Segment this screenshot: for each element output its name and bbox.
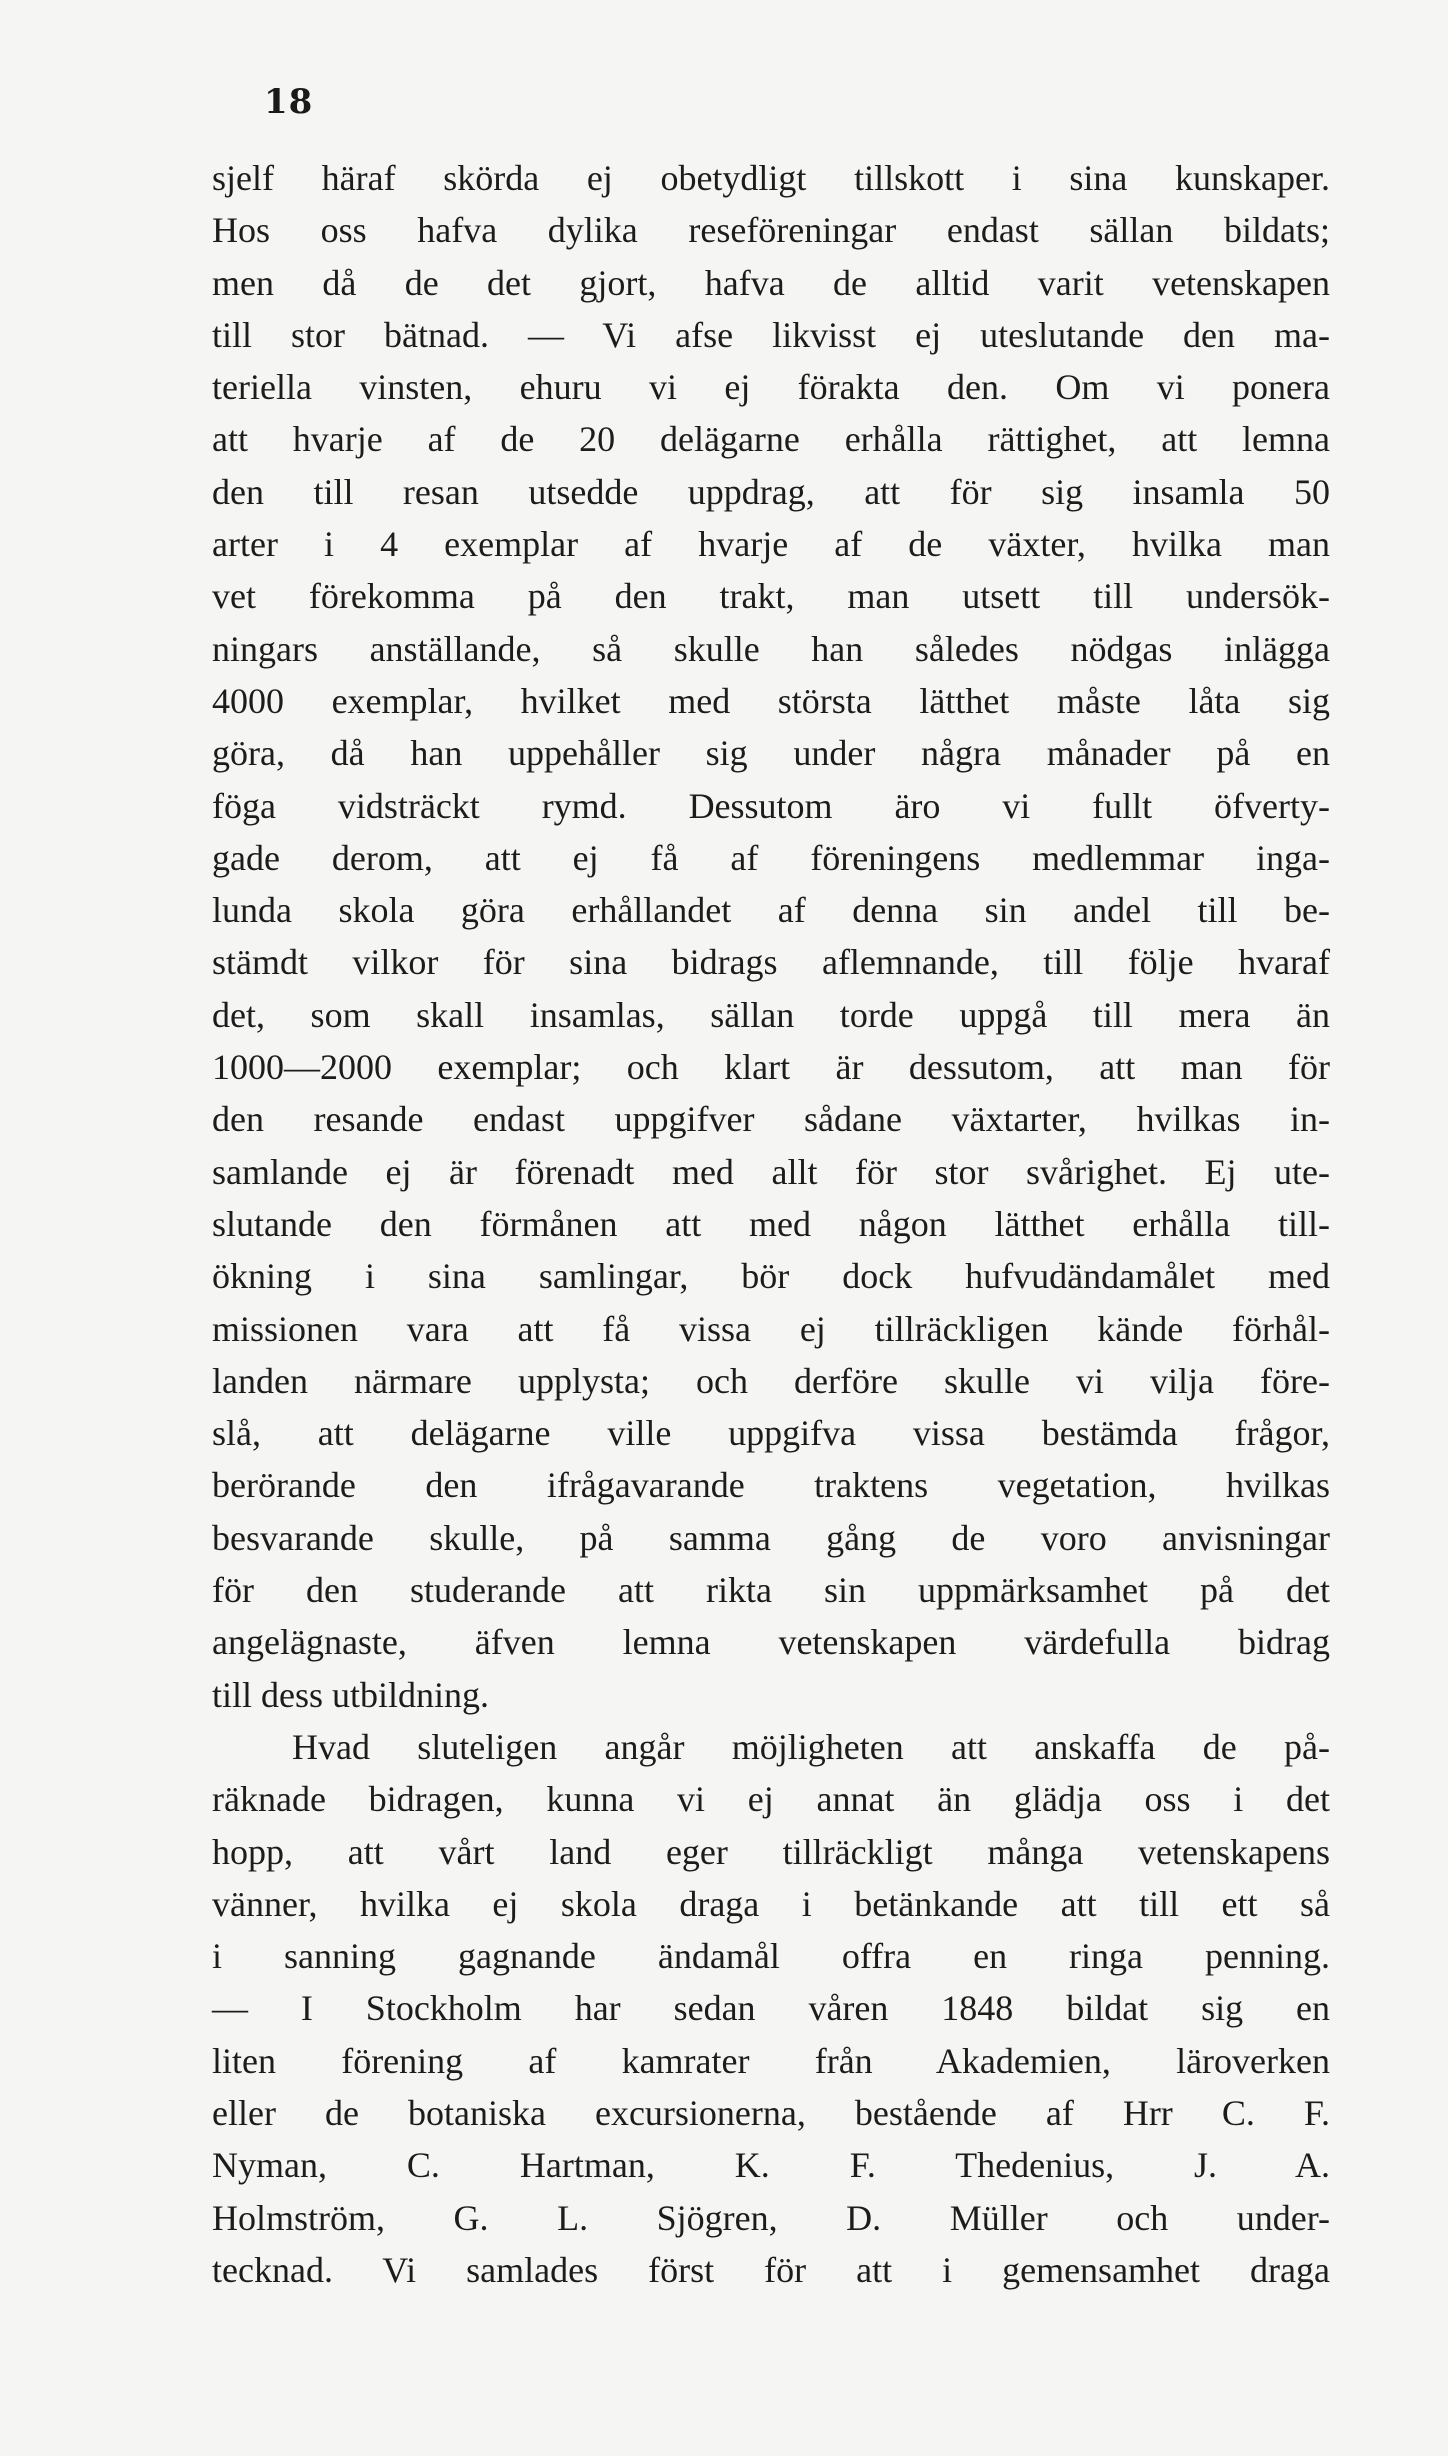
text-line: det, som skall insamlas, sällan torde uppgå till mera än [212,994,1330,1035]
text-line: gade derom, att ej få af föreningens medlemmar inga- [212,837,1330,878]
text-line: angelägnaste, äfven lemna vetenskapen värdefulla bidrag [212,1622,1330,1663]
text-line: samlande ej är förenadt med allt för stor svårighet. Ej ute- [212,1151,1330,1192]
text-line: 1000—2000 exemplar; och klart är dessutom, att man för [212,1047,1330,1088]
page-number: 18 [264,82,314,122]
paragraph-end-line: till dess utbildning. [212,1674,490,1715]
text-line: lunda skola göra erhållandet af denna sin andel till be- [212,890,1330,931]
text-line: liten förening af kamrater från Akademien, läroverken [212,2040,1330,2081]
text-line: att hvarje af de 20 delägarne erhålla rättighet, att lemna [212,419,1330,460]
text-line: berörande den ifrågavarande traktens vegetation, hvilkas [212,1465,1330,1506]
text-line: i sanning gagnande ändamål offra en ringa penning. [212,1936,1330,1977]
text-line: besvarande skulle, på samma gång de voro anvisningar [212,1517,1330,1558]
text-line: Nyman, C. Hartman, K. F. Thedenius, J. A. [212,2145,1330,2186]
text-line: — I Stockholm har sedan våren 1848 bildat sig en [212,1988,1330,2029]
text-line: Hos oss hafva dylika reseföreningar endast sällan bildats; [212,210,1330,251]
body-text [212,152,1330,2296]
text-line: hopp, att vårt land eger tillräckligt många vetenskapens [212,1831,1330,1872]
text-line: göra, då han uppehåller sig under några månader på en [212,733,1330,774]
text-line: för den studerande att rikta sin uppmärksamhet på det [212,1570,1330,1611]
text-line: missionen vara att få vissa ej tillräckligen kände förhål- [212,1308,1330,1349]
text-line: den resande endast uppgifver sådane växtarter, hvilkas in- [212,1099,1330,1140]
text-line: slutande den förmånen att med någon lätthet erhålla till- [212,1203,1330,1244]
paragraph-start-line: Hvad sluteligen angår möjligheten att anskaffa de på- [292,1726,1330,1767]
text-line: sjelf häraf skörda ej obetydligt tillskott i sina kunskaper. [212,158,1330,198]
text-line: teriella vinsten, ehuru vi ej förakta den. Om vi ponera [212,367,1330,408]
text-line: tecknad. Vi samlades först för att i gemensamhet draga [212,2249,1330,2290]
text-line: eller de botaniska excursionerna, bestående af Hrr C. F. [212,2092,1330,2133]
text-line: ningars anställande, så skulle han således nödgas inlägga [212,628,1330,669]
text-line: arter i 4 exemplar af hvarje af de växter, hvilka man [212,524,1330,565]
text-line: vet förekomma på den trakt, man utsett till undersök- [212,576,1330,617]
text-line: landen närmare upplysta; och derföre skulle vi vilja före- [212,1360,1330,1401]
text-line: 4000 exemplar, hvilket med största lätthet måste låta sig [212,680,1330,721]
text-line: vänner, hvilka ej skola draga i betänkande att till ett så [212,1883,1330,1924]
text-line: men då de det gjort, hafva de alltid varit vetenskapen [212,262,1330,303]
text-line: föga vidsträckt rymd. Dessutom äro vi fullt öfverty- [212,785,1330,826]
text-line: ökning i sina samlingar, bör dock hufvudändamålet med [212,1256,1330,1297]
text-line: slå, att delägarne ville uppgifva vissa bestämda frågor, [212,1413,1330,1454]
text-line: stämdt vilkor för sina bidrags aflemnande, till följe hvaraf [212,942,1330,983]
text-line: räknade bidragen, kunna vi ej annat än glädja oss i det [212,1779,1330,1820]
text-line: den till resan utsedde uppdrag, att för sig insamla 50 [212,471,1330,512]
text-line: till stor bätnad. — Vi afse likvisst ej uteslutande den ma- [212,314,1330,355]
text-line: Holmström, G. L. Sjögren, D. Müller och under- [212,2197,1330,2238]
